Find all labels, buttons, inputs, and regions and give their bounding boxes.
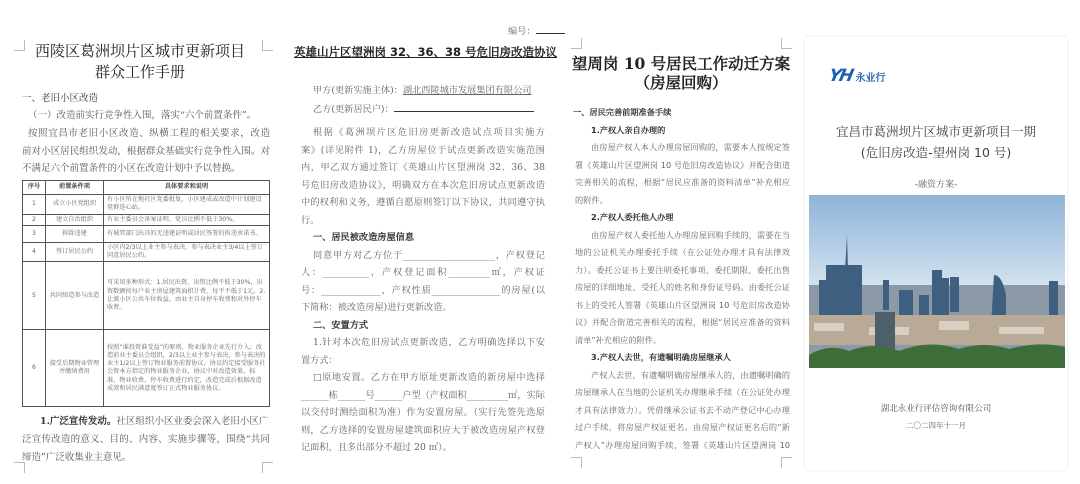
number-label: 编号： [508, 26, 536, 37]
table-header: 序号 [23, 181, 46, 195]
paragraph-line: 号危旧房改造协议》，明确双方在本次危旧房试点更新改造 [301, 179, 545, 191]
table-row [23, 262, 270, 330]
page-group-work-handbook [0, 30, 280, 470]
page-relocation-plan [565, 20, 797, 470]
row-number: 6 [23, 330, 46, 407]
condition-item: 共同缔造参与改造 [46, 262, 104, 330]
table-header: 具体要求和说明 [104, 181, 270, 195]
section-heading: 一、老旧小区改造 [22, 93, 99, 104]
company-logo [826, 66, 886, 86]
crop-mark [781, 38, 792, 49]
row-number: 5 [23, 262, 46, 330]
paragraph-line: 1.针对本次危旧房试点更新改造，乙方明确选择以下安 [313, 337, 545, 348]
paragraph-line: 不满足六个前置条件的小区在改造计划中予以替换。 [22, 163, 241, 174]
page-financing-cover [805, 37, 1067, 470]
doc-title-line: 西陵区葛洲坝片区城市更新项目 [34, 42, 245, 60]
party-b-blank [394, 111, 534, 112]
paragraph-line [40, 416, 268, 427]
paragraph-line: 的附件。 [575, 194, 608, 205]
table-row [23, 330, 270, 407]
crop-mark [14, 462, 25, 473]
requirements-table [22, 180, 270, 407]
requirement-detail: 小区内2/3以上业主参与表决，参与表决业主3/4以上签订同意居民公约。 [104, 242, 270, 262]
lead-text: 社区组织小区业委会深入老旧小区广 [116, 416, 269, 427]
section-heading: 1.产权人亲自办理的 [591, 124, 666, 135]
paragraph-line: 由房屋产权人本人办理房屋回购的，需要本人按规定签 [591, 142, 790, 152]
crop-mark [262, 462, 273, 473]
crop-mark [571, 38, 582, 49]
logo-mark-icon: YH [826, 66, 854, 86]
paragraph-line: 过户手续，将房屋产权证更名。由房屋产权证更名后的“新 [575, 422, 790, 432]
row-number: 2 [23, 214, 46, 225]
bold-lead: 1.广泛宣传发动。 [40, 416, 117, 427]
paragraph-line: （一）改造前实行竞争性入围，落实“六个前置条件”。 [28, 110, 257, 121]
paragraph-line: 按照宜昌市老旧小区改造、纵横工程的相关要求，改造 [28, 128, 270, 139]
condition-item: 拆除违建 [46, 225, 104, 242]
agreement-title: 英雄山片区望洲岗 32、36、38 号危旧房改造协议 [293, 45, 557, 59]
party-b-label: 乙方(更新居民户)： [313, 104, 394, 115]
paragraph-line: 行。 [301, 214, 320, 226]
company-name: 湖北永业行评估咨询有限公司 [880, 404, 992, 414]
requirement-detail: 可采用多种形式：1.居民出资，出资比例不低于30%，出资数额按每户业主房屋建筑面积计费，每平不低于1元。2.让渡小区公共车位收益，由业主自身停车收费和对外停车收费。 [104, 262, 270, 330]
paragraph-line: 记面积，且多出部分不超过 20 ㎡）。 [301, 442, 452, 453]
condition-item: 签订居民公约 [46, 242, 104, 262]
paragraph-line: ______栋______号______户型（产权面积_________㎡，实际 [301, 389, 545, 401]
paragraph-line: 产权人”办理房屋回购手续，签署《英雄山片区望洲岗 10 [575, 439, 790, 450]
city-skyline-photo [809, 195, 1065, 368]
party-a-line [313, 85, 531, 96]
page-renovation-agreement [283, 20, 563, 470]
cover-title-line: (危旧房改造-望州岗 10 号) [860, 145, 1012, 160]
section-heading: 一、居民被改造房屋信息 [313, 232, 415, 243]
paragraph-line: 由房屋产权人委托他人办理房屋回购手续的，需要在当 [591, 229, 790, 240]
paragraph-line: 人：__________，产权登记面积_________㎡，产权证 [301, 267, 545, 278]
paragraph-line: 下简称：被改造房屋)进行更新改造。 [301, 302, 452, 313]
doc-title-line: 群众工作手册 [94, 63, 185, 81]
cover-title-line: 宜昌市葛洲坝片区城市更新项目一期 [835, 124, 1036, 139]
section-heading: 一、居民完善前期准备手续 [573, 107, 672, 117]
paragraph-line: 署《英雄山片区望洲岗 10 号危旧房改造协议》并配合街道 [575, 159, 790, 170]
row-number: 4 [23, 242, 46, 262]
paragraph-line: 房屋继承人在当地的公证机关办理继承手续（在公证处办理 [575, 387, 790, 397]
plan-title-line: （房屋回购） [634, 73, 728, 92]
requirement-detail: 有城管部门出具的无违建证明或居民签署的拆违承诺书。 [104, 225, 270, 242]
paragraph-line: 则，乙方选择的安置房屋建筑面积应大于被改造房屋产权登 [301, 424, 545, 436]
paragraph-line: 才具有法律效力）。凭借继承公证书去不动产登记中心办理 [575, 404, 790, 415]
table-row [23, 214, 270, 225]
paragraph-line: 缔造”广泛收集业主意见。 [22, 452, 132, 463]
paragraph-line: 清单”补充相应的附件。 [575, 334, 662, 345]
paragraph-line: □原地安置。乙方在甲方原址更新改造的新房屋中选择 [313, 372, 545, 383]
section-heading: 3.产权人去世，有遗嘱明确房屋继承人 [591, 352, 731, 362]
party-b-line [313, 104, 534, 115]
section-heading: 2.产权人委托他人办理 [591, 212, 674, 222]
table-header-row [23, 181, 270, 195]
paragraph-line: 案》(详见附件 1)，乙方房屋位于试点更新改造实施范围 [301, 144, 545, 156]
section-heading: 二、安置方式 [313, 319, 369, 331]
paragraph-line: 完善相关的流程，根据“居民应准备的资料清单”补充相应 [575, 177, 790, 187]
party-a-value: 湖北西陵城市发展集团有限公司 [402, 85, 532, 96]
table-row [23, 242, 270, 262]
party-a-label: 甲方(更新实施主体)： [313, 85, 403, 96]
requirement-detail: 有小区所在地社区党委批复，小区建成或改造中计划建设党群连心站。 [104, 195, 270, 215]
crop-mark [571, 457, 582, 468]
paragraph-line: 产权人去世，有遗嘱明确房屋继承人的，由遗嘱明确的 [591, 369, 790, 380]
paragraph-line: 中的权利和义务，遵循自愿原则签订以下协议，共同遵守执 [301, 197, 545, 208]
paragraph-line: 议》并配合街道完善相关的流程，根据“居民应准备的资料 [575, 317, 790, 327]
paragraph-line: 根据《葛洲坝片区危旧房更新改造试点项目实施方 [313, 127, 545, 138]
plan-title-line: 望周岗 10 号居民工作动迁方案 [571, 54, 791, 73]
paragraph-line: 前对小区居民组织发动，根据群众基础实行竞争性入围。对 [22, 146, 270, 157]
paragraph-line: 书上的受托人签署《英雄山片区望洲岗 10 号危旧房改造协 [575, 299, 790, 310]
paragraph-line: 号：_____________，产权性质_______________的房屋(以 [301, 284, 545, 296]
paragraph-line: 以交付时测绘面积为准）作为安置房屋。（实行先签先选原 [301, 407, 545, 418]
paragraph-line: 地的公证机关办理委托手续（在公证处办理才具有法律效 [575, 247, 790, 257]
paragraph-line: 置方式： [301, 354, 338, 366]
paragraph-line: 同意甲方对乙方位于____________________，产权登记 [313, 249, 545, 261]
condition-item: 建立自治组织 [46, 214, 104, 225]
table-row [23, 225, 270, 242]
logo-text: 永业行 [855, 72, 886, 84]
cover-subtitle: -融资方案- [914, 180, 958, 190]
paragraph-line: 泛宣传改造的意义、目的、内容、实施步骤等，围绕“共同 [22, 434, 270, 445]
requirement-detail: 有业主委员会备案证明，党员比例不低于30%。 [104, 214, 270, 225]
row-number: 3 [23, 225, 46, 242]
requirement-detail: 按照“谁投资谁受益”的原则，物业服务企业先行介入；改造前业主委员会组织，2/3以上业主参与表决，参与表决的业主1/2以上签订物业服务前置协议，协议约定接受服务社会资本方指定的物业服务企业，协议中对改造效果、标准、物业收费、停车收费进行约定，改造完成后根据改造成效和居民满意度签订正式物业服务协议。 [104, 330, 270, 407]
table-row [23, 195, 270, 215]
condition-item: 成立小区党组织 [46, 195, 104, 215]
table-header: 前置条件项 [46, 181, 104, 195]
paragraph-line: 房屋的详细地址、受托人的姓名和身份证号码。由委托公证 [575, 282, 790, 292]
paragraph-line: 内，甲乙双方通过签订《英雄山片区望洲岗 32、36、38 [301, 162, 545, 173]
paragraph-line: 力）。委托公证书上要注明委托事项、委托期限、委托出售 [575, 264, 790, 275]
number-field [508, 26, 572, 37]
crop-mark [781, 457, 792, 468]
condition-item: 接受后期物业管理并缴纳费用 [46, 330, 104, 407]
cover-date: 二〇二四年十一月 [906, 421, 966, 430]
row-number: 1 [23, 195, 46, 215]
